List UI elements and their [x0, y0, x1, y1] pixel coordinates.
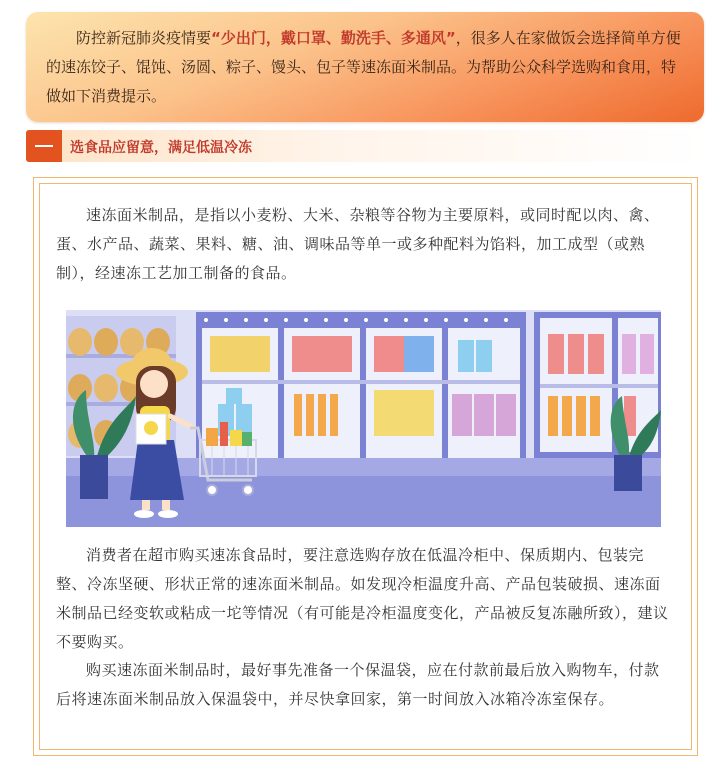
intro-text [46, 24, 686, 111]
section-title: 选食品应留意，满足低温冷冻 [70, 140, 252, 156]
paragraph-definition: 速冻面米制品，是指以小麦粉、大米、杂粮等谷物为主要原料，或同时配以肉、禽、蛋、水产品、蔬菜、果料、糖、油、调味品等单一或多种配料为馅料，加工成型（或熟制），经速冻工艺加工制备的食品。 [56, 206, 660, 282]
supermarket-illustration [66, 310, 661, 527]
section-header [26, 130, 704, 162]
section-dash-icon [26, 130, 62, 162]
paragraph-shopping-advice: 消费者在超市购买速冻食品时，要注意选购存放在低温冷柜中、保质期内、包装完整、冷冻坚硬、形状正常的速冻面米制品。如发现冷柜温度升高、产品包装破损、速冻面米制品已经变软或粘成一坨等情况（有可能是冷柜温度变化，产品被反复冻融所致），建议不要购买。 [56, 546, 669, 651]
paragraph-insulated-bag: 购买速冻面米制品时，最好事先准备一个保温袋，应在付款前最后放入购物车，付款后将速冻面米制品放入保温袋中，并尽快拿回家，第一时间放入冰箱冷冻室保存。 [56, 661, 660, 708]
intro-text-after: ，很多人在家做饭会选择简单方便的速冻饺子、馄饨、汤圆、粽子、馒头、包子等速冻面米制品。为帮助公众科学选购和食用，特做如下消费提示。 [46, 29, 681, 105]
intro-banner [26, 12, 704, 122]
intro-highlight: “少出门，戴口罩、勤洗手、多通风” [211, 29, 456, 47]
intro-text-before: 防控新冠肺炎疫情要 [76, 29, 212, 47]
